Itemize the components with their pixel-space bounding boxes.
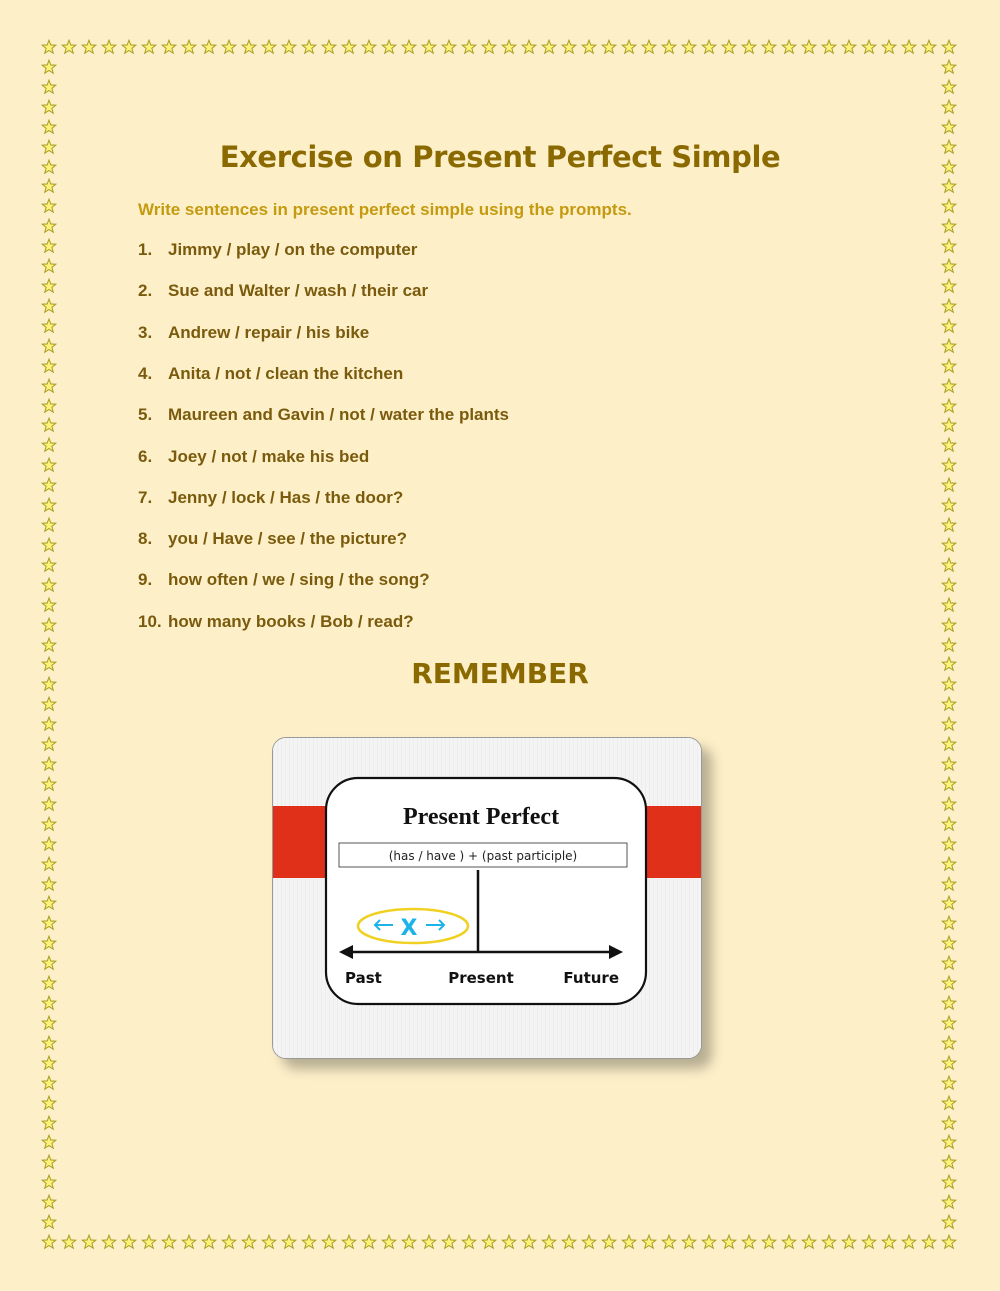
star-icon <box>941 417 957 433</box>
star-icon <box>261 39 277 55</box>
star-icon <box>41 955 57 971</box>
item-number: 6. <box>138 446 153 466</box>
star-icon <box>41 975 57 991</box>
star-icon <box>261 1234 277 1250</box>
instructions: Write sentences in present perfect simple using the prompts. <box>138 200 632 219</box>
star-icon <box>441 1234 457 1250</box>
star-icon <box>321 1234 337 1250</box>
star-icon <box>41 1214 57 1230</box>
star-icon <box>941 1115 957 1131</box>
star-icon <box>641 39 657 55</box>
star-icon <box>41 318 57 334</box>
item-number: 7. <box>138 487 153 507</box>
star-icon <box>41 1154 57 1170</box>
star-icon <box>41 119 57 135</box>
item-number: 5. <box>138 405 153 425</box>
star-icon <box>101 1234 117 1250</box>
star-icon <box>481 1234 497 1250</box>
star-icon <box>941 517 957 533</box>
star-icon <box>41 398 57 414</box>
item-prompt: Andrew / repair / his bike <box>168 322 370 342</box>
star-icon <box>941 856 957 872</box>
star-icon <box>41 497 57 513</box>
item-number: 1. <box>138 240 153 259</box>
star-icon <box>41 218 57 234</box>
star-icon <box>941 955 957 971</box>
star-icon <box>941 218 957 234</box>
star-icon <box>241 1234 257 1250</box>
star-icon <box>821 39 837 55</box>
star-icon <box>381 1234 397 1250</box>
star-icon <box>401 39 417 55</box>
star-icon <box>281 1234 297 1250</box>
star-icon <box>41 597 57 613</box>
star-icon <box>601 1234 617 1250</box>
star-icon <box>941 59 957 75</box>
star-icon <box>41 298 57 314</box>
star-icon <box>41 39 57 55</box>
star-icon <box>41 99 57 115</box>
star-icon <box>941 637 957 653</box>
item-number: 10. <box>138 611 162 631</box>
star-icon <box>721 1234 737 1250</box>
star-icon <box>41 59 57 75</box>
star-icon <box>41 1115 57 1131</box>
star-icon <box>941 1075 957 1091</box>
exercise-item <box>138 364 403 384</box>
star-icon <box>361 39 377 55</box>
star-icon <box>941 1154 957 1170</box>
exercise-item <box>138 323 369 343</box>
star-icon <box>921 1234 937 1250</box>
star-icon <box>241 39 257 55</box>
star-icon <box>941 298 957 314</box>
star-icon <box>41 1174 57 1190</box>
star-icon <box>941 836 957 852</box>
page-title: Exercise on Present Perfect Simple <box>219 140 781 174</box>
star-icon <box>41 437 57 453</box>
star-icon <box>941 398 957 414</box>
star-icon <box>941 1015 957 1031</box>
star-icon <box>921 39 937 55</box>
star-icon <box>41 696 57 712</box>
star-icon <box>841 39 857 55</box>
star-icon <box>941 79 957 95</box>
star-icon <box>941 238 957 254</box>
star-icon <box>941 457 957 473</box>
star-icon <box>741 39 757 55</box>
star-icon <box>41 736 57 752</box>
star-icon <box>81 39 97 55</box>
label-present: Present <box>448 969 514 987</box>
star-icon <box>41 895 57 911</box>
star-icon <box>41 378 57 394</box>
star-icon <box>701 1234 717 1250</box>
star-icon <box>581 39 597 55</box>
star-icon <box>941 378 957 394</box>
star-icon <box>41 278 57 294</box>
star-icon <box>41 457 57 473</box>
item-prompt: Maureen and Gavin / not / water the plants <box>168 405 510 425</box>
star-icon <box>41 876 57 892</box>
star-icon <box>41 1035 57 1051</box>
star-icon <box>61 39 77 55</box>
star-icon <box>41 358 57 374</box>
star-icon <box>941 178 957 194</box>
star-icon <box>941 975 957 991</box>
star-icon <box>421 39 437 55</box>
star-icon <box>641 1234 657 1250</box>
star-icon <box>761 1234 777 1250</box>
star-icon <box>801 1234 817 1250</box>
star-icon <box>941 696 957 712</box>
star-icon <box>221 1234 237 1250</box>
star-icon <box>421 1234 437 1250</box>
item-prompt: Joey / not / make his bed <box>168 446 370 466</box>
star-icon <box>101 39 117 55</box>
item-prompt: how often / we / sing / the song? <box>168 570 430 590</box>
star-icon <box>941 1035 957 1051</box>
star-icon <box>941 278 957 294</box>
label-future: Future <box>563 969 619 987</box>
item-prompt: Jimmy / play / on the computer <box>168 240 418 259</box>
star-icon <box>321 39 337 55</box>
star-icon <box>941 716 957 732</box>
star-icon <box>941 497 957 513</box>
label-past: Past <box>345 969 382 987</box>
star-icon <box>41 198 57 214</box>
star-icon <box>941 358 957 374</box>
star-icon <box>401 1234 417 1250</box>
star-icon <box>41 517 57 533</box>
star-icon <box>561 1234 577 1250</box>
formula-text: (has / have ) + (past participle) <box>388 849 578 863</box>
star-icon <box>41 1095 57 1111</box>
star-icon <box>941 597 957 613</box>
star-icon <box>41 995 57 1011</box>
star-icon <box>41 637 57 653</box>
exercise-item <box>138 529 407 549</box>
star-icon <box>941 1174 957 1190</box>
star-icon <box>41 756 57 772</box>
item-prompt: how many books / Bob / read? <box>168 611 414 631</box>
star-icon <box>161 1234 177 1250</box>
star-icon <box>41 577 57 593</box>
star-icon <box>821 1234 837 1250</box>
star-icon <box>561 39 577 55</box>
star-icon <box>941 577 957 593</box>
star-icon <box>41 238 57 254</box>
star-icon <box>41 1134 57 1150</box>
star-icon <box>621 39 637 55</box>
item-number: 3. <box>138 322 153 342</box>
star-icon <box>541 39 557 55</box>
star-icon <box>381 39 397 55</box>
star-icon <box>341 39 357 55</box>
star-icon <box>501 1234 517 1250</box>
star-icon <box>41 338 57 354</box>
star-icon <box>41 915 57 931</box>
star-icon <box>141 39 157 55</box>
item-number: 8. <box>138 529 153 549</box>
band-right <box>641 806 701 878</box>
star-icon <box>41 856 57 872</box>
star-icon <box>941 915 957 931</box>
star-icon <box>941 477 957 493</box>
star-icon <box>41 1075 57 1091</box>
star-icon <box>941 537 957 553</box>
star-icon <box>941 198 957 214</box>
star-icon <box>941 437 957 453</box>
star-icon <box>81 1234 97 1250</box>
star-icon <box>881 39 897 55</box>
star-icon <box>581 1234 597 1250</box>
star-icon <box>41 716 57 732</box>
star-icon <box>941 1134 957 1150</box>
star-icon <box>501 39 517 55</box>
star-icon <box>941 1234 957 1250</box>
item-number: 9. <box>138 570 153 590</box>
star-icon <box>621 1234 637 1250</box>
star-icon <box>941 995 957 1011</box>
star-icon <box>661 39 677 55</box>
star-icon <box>301 1234 317 1250</box>
star-icon <box>941 736 957 752</box>
star-icon <box>941 119 957 135</box>
star-icon <box>901 1234 917 1250</box>
star-icon <box>121 39 137 55</box>
star-icon <box>41 816 57 832</box>
star-icon <box>301 39 317 55</box>
star-icon <box>941 338 957 354</box>
star-icon <box>941 756 957 772</box>
star-icon <box>41 796 57 812</box>
star-icon <box>941 935 957 951</box>
star-icon <box>121 1234 137 1250</box>
star-icon <box>181 39 197 55</box>
star-icon <box>181 1234 197 1250</box>
star-icon <box>861 1234 877 1250</box>
star-icon <box>41 1194 57 1210</box>
exercise-item <box>138 570 430 590</box>
star-icon <box>41 935 57 951</box>
item-prompt: Sue and Walter / wash / their car <box>168 281 429 301</box>
exercise-item <box>138 488 403 508</box>
star-icon <box>41 557 57 573</box>
item-prompt: you / Have / see / the picture? <box>168 529 408 549</box>
star-icon <box>941 776 957 792</box>
star-icon <box>941 796 957 812</box>
item-number: 2. <box>138 281 153 301</box>
exercise-item <box>138 281 428 301</box>
star-icon <box>41 617 57 633</box>
star-icon <box>361 1234 377 1250</box>
star-icon <box>521 39 537 55</box>
star-icon <box>941 895 957 911</box>
star-icon <box>41 258 57 274</box>
star-icon <box>941 1194 957 1210</box>
star-icon <box>681 1234 697 1250</box>
star-icon <box>41 79 57 95</box>
star-icon <box>941 1095 957 1111</box>
star-icon <box>201 39 217 55</box>
star-icon <box>41 836 57 852</box>
star-icon <box>801 39 817 55</box>
star-icon <box>461 1234 477 1250</box>
exercise-item <box>138 405 509 425</box>
star-icon <box>681 39 697 55</box>
star-icon <box>941 617 957 633</box>
star-icon <box>41 1015 57 1031</box>
star-icon <box>841 1234 857 1250</box>
star-icon <box>941 318 957 334</box>
item-prompt: Anita / not / clean the kitchen <box>168 363 404 383</box>
exercise-item <box>138 240 417 260</box>
diagram-heading: Present Perfect <box>402 804 560 830</box>
star-icon <box>61 1234 77 1250</box>
star-icon <box>521 1234 537 1250</box>
item-prompt: Jenny / lock / Has / the door? <box>168 487 404 507</box>
star-icon <box>781 1234 797 1250</box>
item-number: 4. <box>138 363 153 383</box>
star-icon <box>141 1234 157 1250</box>
star-icon <box>941 816 957 832</box>
star-icon <box>661 1234 677 1250</box>
star-icon <box>41 178 57 194</box>
remember-heading: REMEMBER <box>411 657 589 690</box>
star-icon <box>41 1055 57 1071</box>
star-icon <box>781 39 797 55</box>
band-left <box>273 806 333 878</box>
star-icon <box>41 417 57 433</box>
star-icon <box>941 258 957 274</box>
star-icon <box>701 39 717 55</box>
present-perfect-diagram <box>272 737 702 1059</box>
star-icon <box>941 1214 957 1230</box>
star-icon <box>41 776 57 792</box>
star-icon <box>441 39 457 55</box>
star-icon <box>761 39 777 55</box>
star-icon <box>481 39 497 55</box>
star-icon <box>41 537 57 553</box>
star-icon <box>741 1234 757 1250</box>
star-icon <box>41 1234 57 1250</box>
star-icon <box>941 1055 957 1071</box>
star-icon <box>461 39 477 55</box>
star-icon <box>541 1234 557 1250</box>
exercise-item <box>138 612 414 632</box>
marker-x: X <box>400 916 418 941</box>
star-icon <box>881 1234 897 1250</box>
star-icon <box>941 99 957 115</box>
star-icon <box>281 39 297 55</box>
star-icon <box>601 39 617 55</box>
star-icon <box>221 39 237 55</box>
star-icon <box>941 557 957 573</box>
exercise-item <box>138 447 369 467</box>
star-icon <box>161 39 177 55</box>
star-icon <box>201 1234 217 1250</box>
star-icon <box>721 39 737 55</box>
star-icon <box>901 39 917 55</box>
star-icon <box>341 1234 357 1250</box>
star-icon <box>41 477 57 493</box>
star-icon <box>941 39 957 55</box>
star-icon <box>941 876 957 892</box>
star-icon <box>861 39 877 55</box>
